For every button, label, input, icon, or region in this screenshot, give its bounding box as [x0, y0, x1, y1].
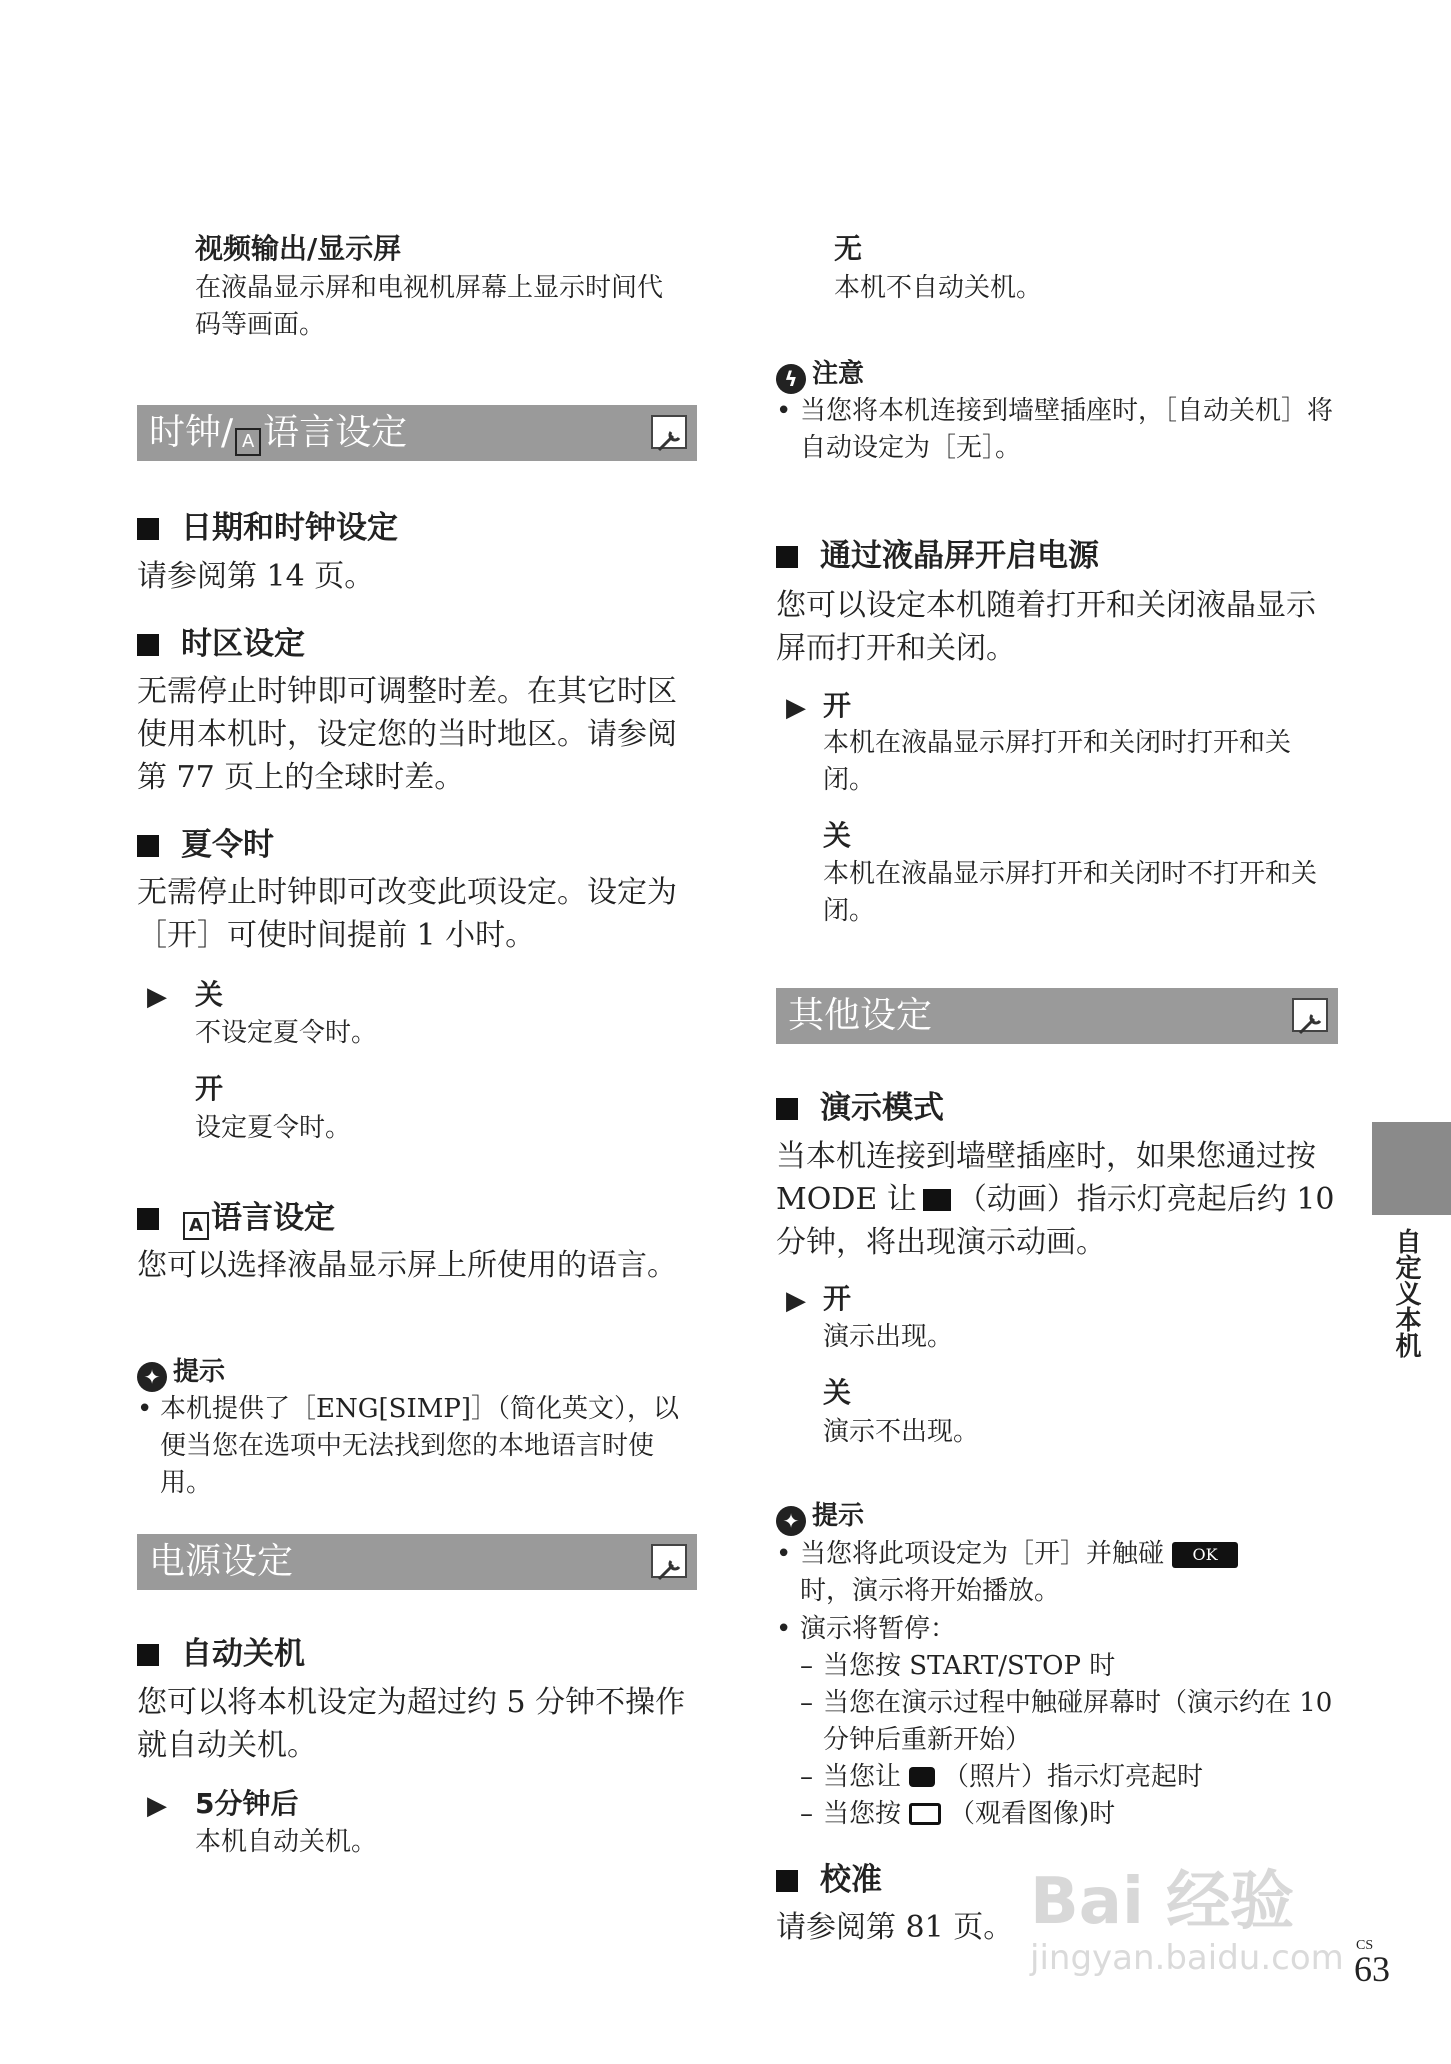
auto-off-none-desc: 本机不自动关机。	[834, 273, 1043, 303]
option-marker: ▶	[147, 1791, 167, 1821]
summer-time-heading: 夏令时	[137, 825, 274, 865]
language-text: 您可以选择液晶显示屏上所使用的语言。	[137, 1248, 677, 1283]
demo-heading: 演示模式	[776, 1088, 944, 1128]
section-clock-language	[137, 405, 697, 461]
demo-tip-text-1: 当您将此项设定为［开］并触碰 OK 时，演示将开始播放。	[800, 1536, 1320, 1610]
option-marker: ▶	[786, 693, 806, 723]
summer-on-desc: 设定夏令时。	[195, 1113, 352, 1143]
demo-on-desc: 演示出现。	[823, 1322, 954, 1352]
language-icon: A	[235, 428, 261, 456]
demo-text: 当本机连接到墙壁插座时，如果您通过按 MODE 让 （动画）指示灯亮起后约 10 分钟，将出现演示动画。	[776, 1139, 1335, 1260]
time-zone-heading: 时区设定	[137, 624, 305, 664]
auto-off-none-title: 无	[834, 232, 863, 265]
demo-tip-dash: –	[800, 1799, 813, 1829]
auto-off-5min-title: 5分钟后	[195, 1787, 299, 1820]
language-tip-text: 本机提供了［ENG[SIMP]］（简化英文），以便当您在选项中无法找到您的本地语言时使用。	[160, 1394, 679, 1498]
option-marker: ▶	[786, 1286, 806, 1316]
demo-tip-dash-3: 当您让 （照片）指示灯亮起时	[823, 1762, 1204, 1792]
summer-time-text: 无需停止时钟即可改变此项设定。设定为［开］可使时间提前 1 小时。	[137, 875, 677, 953]
date-time-heading: 日期和时钟设定	[137, 508, 398, 548]
demo-tip-dash-2: 当您在演示过程中触碰屏幕时（演示约在 10 分钟后重新开始）	[823, 1688, 1333, 1755]
camera-icon	[909, 1767, 935, 1787]
demo-tip-title: ✦ 提示	[776, 1500, 864, 1536]
watermark-url: jingyan.baidu.com	[1030, 1938, 1344, 1978]
demo-off-title: 关	[823, 1376, 852, 1409]
side-tab-label: 自定义本机	[1391, 1228, 1421, 1358]
auto-off-5min-desc: 本机自动关机。	[195, 1827, 378, 1857]
movie-icon	[923, 1189, 951, 1211]
language-icon: A	[183, 1212, 209, 1240]
demo-tip-dash: –	[800, 1651, 813, 1681]
option-marker: ▶	[147, 982, 167, 1012]
video-out-desc: 在液晶显示屏和电视机屏幕上显示时间代码等画面。	[195, 273, 664, 340]
demo-tip-dash-4: 当您按 （观看图像)时	[823, 1799, 1116, 1829]
lcd-power-text: 您可以设定本机随着打开和关闭液晶显示屏而打开和关闭。	[776, 588, 1316, 666]
language-heading: A 语言设定	[137, 1198, 335, 1240]
demo-tip-dash: –	[800, 1688, 813, 1718]
demo-on-title: 开	[823, 1282, 852, 1315]
demo-tip-dash-1: 当您按 START/STOP 时	[823, 1651, 1116, 1681]
lcd-off-title: 关	[823, 819, 852, 852]
ok-button-icon: OK	[1172, 1542, 1238, 1568]
section-power: 电源设定	[137, 1534, 697, 1590]
demo-tip-dash: –	[800, 1762, 813, 1792]
summer-on-title: 开	[195, 1072, 224, 1105]
auto-off-heading: 自动关机	[137, 1634, 305, 1674]
tip-icon: ✦	[137, 1362, 167, 1392]
calibration-text: 请参阅第 81 页。	[776, 1910, 1014, 1945]
section-other: 其他设定	[776, 988, 1338, 1044]
demo-tip-bullet: •	[776, 1539, 792, 1569]
summer-off-desc: 不设定夏令时。	[195, 1018, 378, 1048]
demo-off-desc: 演示不出现。	[823, 1417, 980, 1447]
section-clock-title-a: 时钟/	[149, 412, 234, 453]
playback-icon	[909, 1803, 941, 1825]
summer-off-title: 关	[195, 978, 224, 1011]
page-suffix: CS	[1356, 1938, 1374, 1953]
caution-text: 当您将本机连接到墙壁插座时，［自动关机］将自动设定为［无］。	[800, 396, 1334, 463]
wrench-icon	[651, 1544, 687, 1578]
caution-icon: ϟ	[776, 364, 806, 394]
video-out-title: 视频输出/显示屏	[195, 232, 402, 265]
calibration-heading: 校准	[776, 1860, 882, 1900]
caution-title: ϟ 注意	[776, 358, 864, 394]
auto-off-text: 您可以将本机设定为超过约 5 分钟不操作就自动关机。	[137, 1685, 686, 1763]
page-number: 63	[1354, 1949, 1390, 1989]
section-clock-title-b: 语言设定	[263, 412, 408, 453]
tip-icon: ✦	[776, 1506, 806, 1536]
lcd-power-heading: 通过液晶屏开启电源	[776, 536, 1099, 576]
wrench-icon	[651, 415, 687, 449]
date-time-text: 请参阅第 14 页。	[137, 559, 375, 594]
side-tab	[1372, 1122, 1451, 1215]
lcd-off-desc: 本机在液晶显示屏打开和关闭时不打开和关闭。	[823, 859, 1318, 926]
language-tip-bullet: •	[137, 1394, 153, 1424]
caution-bullet: •	[776, 396, 792, 426]
lcd-on-title: 开	[823, 689, 852, 722]
wrench-icon	[1292, 998, 1328, 1032]
watermark-logo: Bai 经验	[1030, 1865, 1295, 1939]
demo-tip-bullet: •	[776, 1614, 792, 1644]
demo-tip-text-2: 演示将暂停：	[800, 1614, 957, 1644]
time-zone-text: 无需停止时钟即可调整时差。在其它时区使用本机时，设定您的当时地区。请参阅第 77 页上的全球时差。	[137, 674, 677, 795]
language-tip-title: ✦ 提示	[137, 1356, 225, 1392]
lcd-on-desc: 本机在液晶显示屏打开和关闭时打开和关闭。	[823, 728, 1292, 795]
